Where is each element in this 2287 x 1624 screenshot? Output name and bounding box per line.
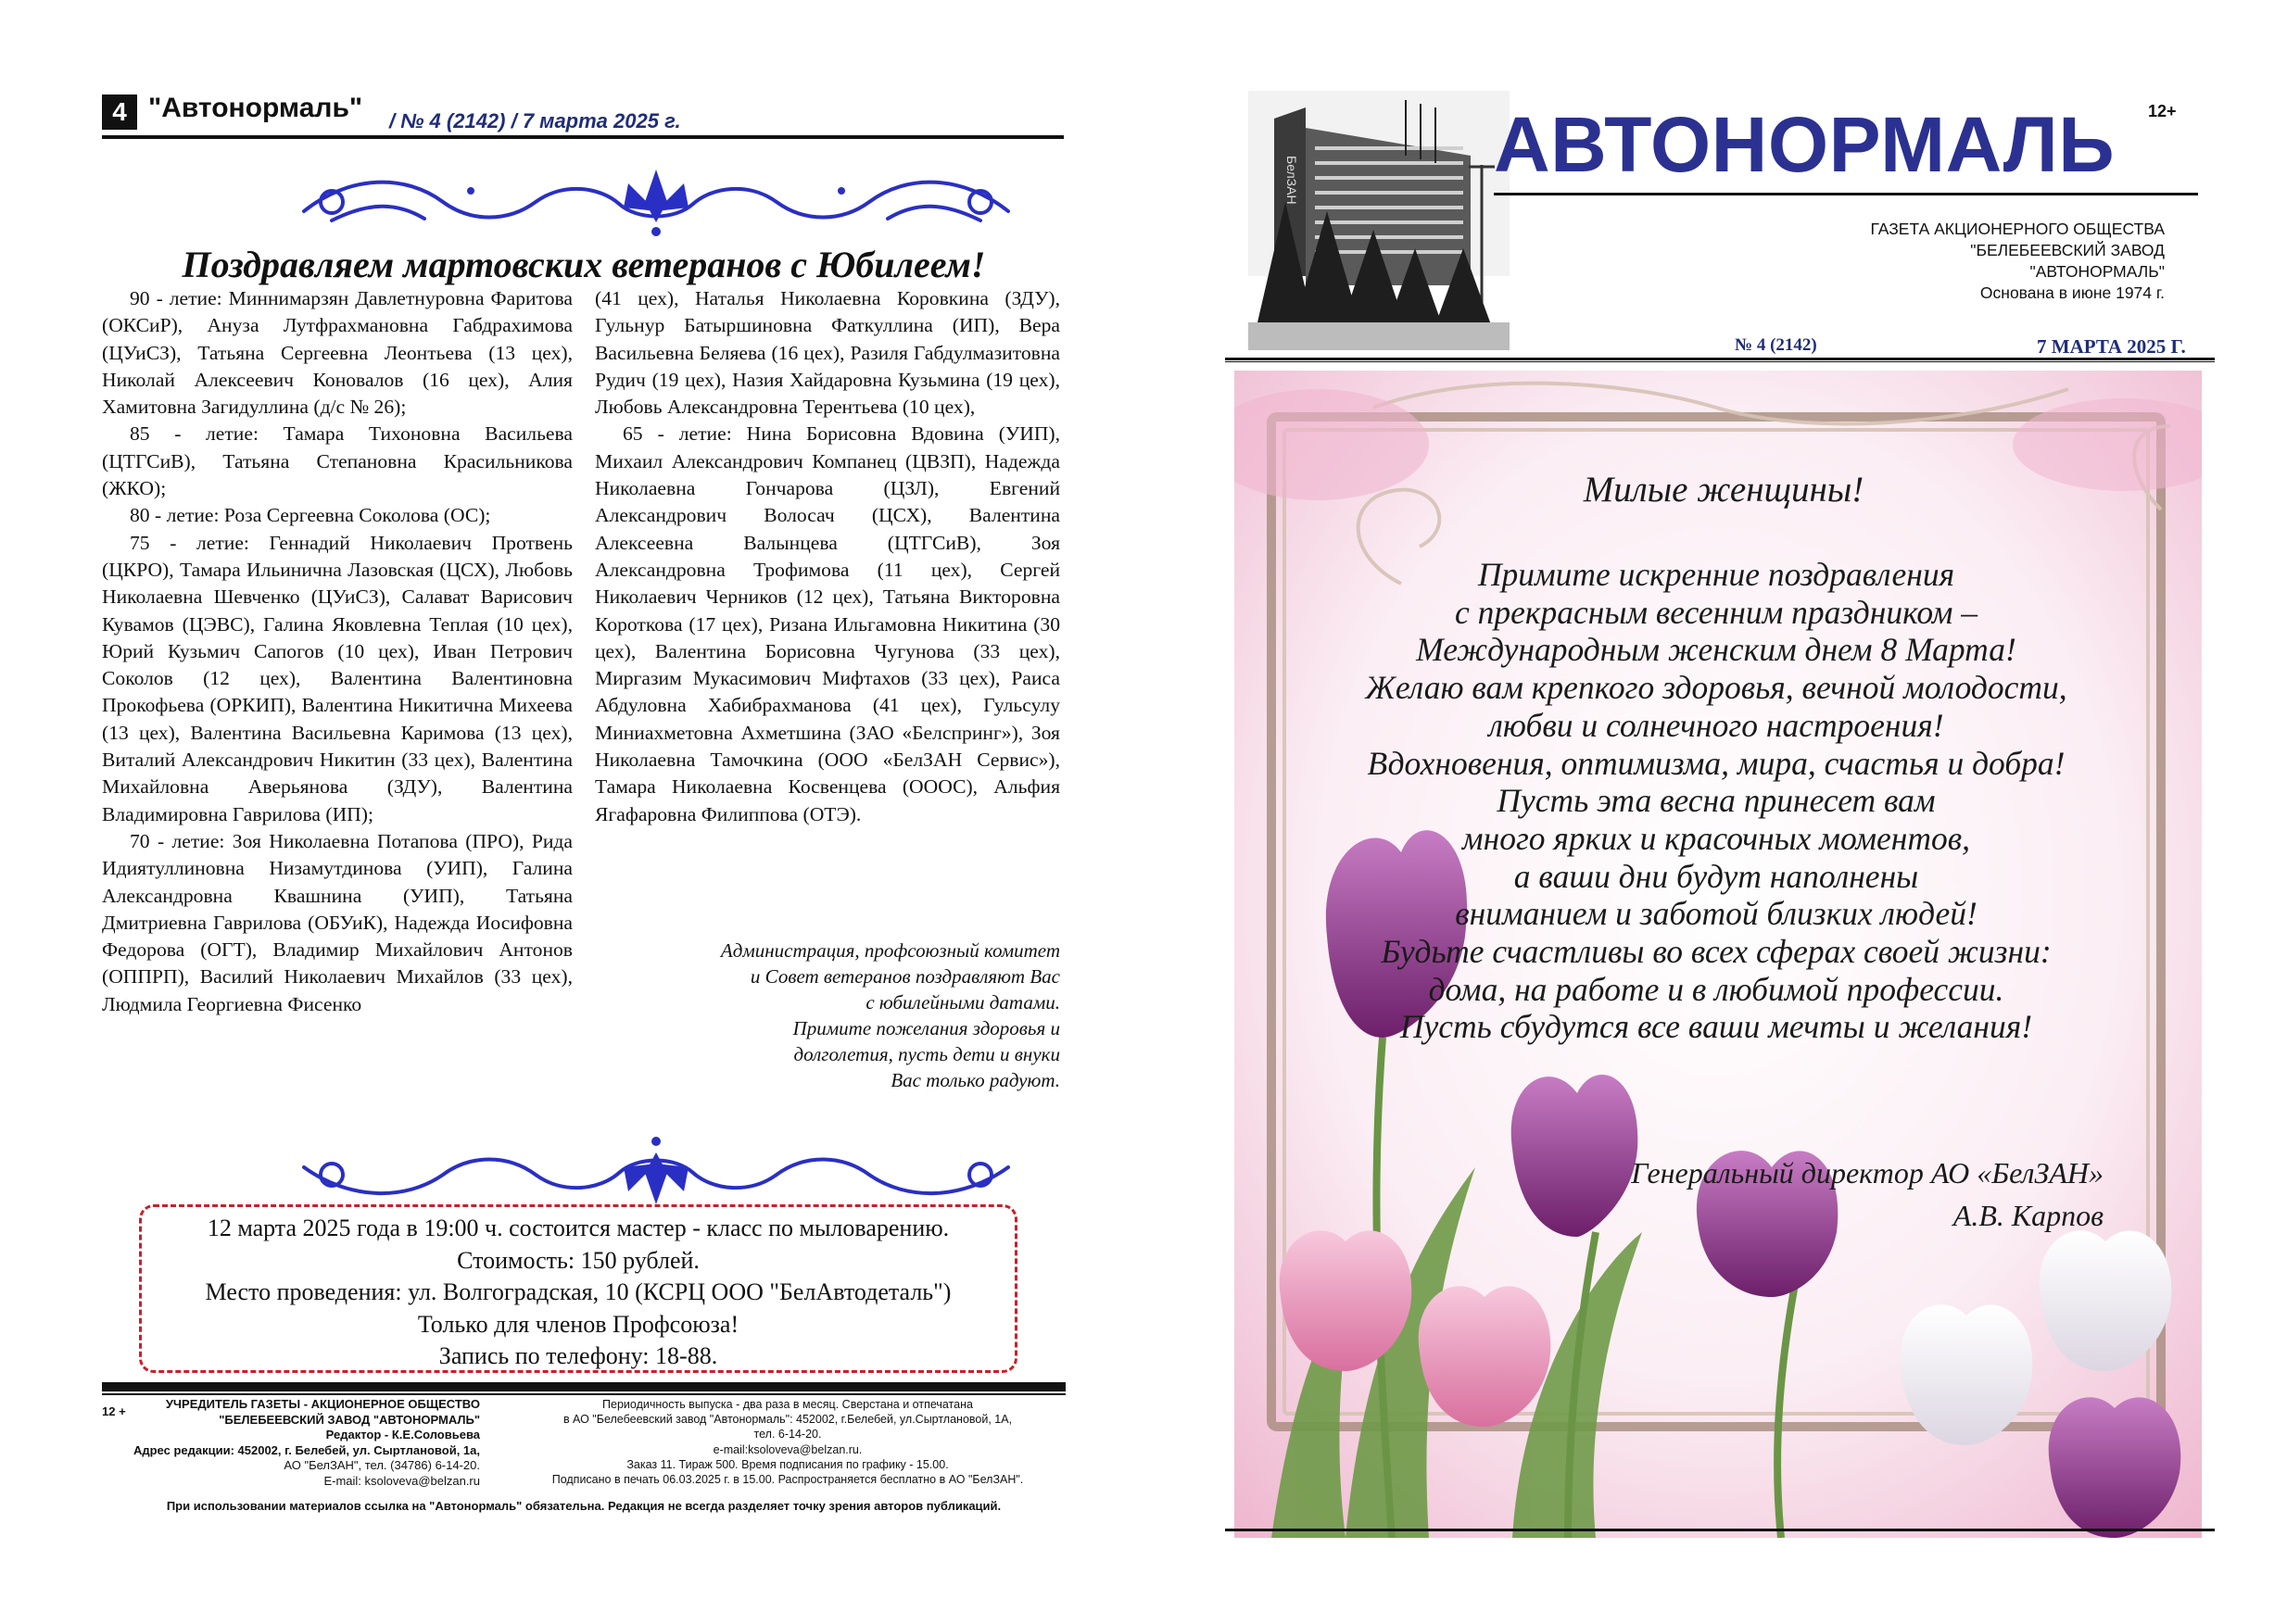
printing-info [528, 1397, 1047, 1487]
jubilee-column-1 [102, 285, 573, 1018]
printing-line: Подписано в печать 06.03.2025 г. в 15.00. Распространяется бесплатно в АО "БелЗАН". [551, 1473, 1024, 1487]
printing-line: Периодичность выпуска - два раза в месяц. Сверстана и отпечатана [602, 1398, 973, 1411]
publisher-line: "АВТОНОРМАЛЬ" [2029, 262, 2165, 281]
left-paper-name: "Автонормаль" [148, 93, 363, 123]
jubilee-paragraph: 80 - летие: Роза Сергеевна Соколова (ОС); [130, 504, 491, 527]
jubilee-paragraph: (41 цех), Наталья Николаевна Коровкина (ЗДУ), Гульнур Батыршиновна Фаткуллина (ИП), Вера Васильевна Беляева (16 цех), Разиля Габдулмазитовна Рудич (19 цех), Назия Хайдаровна Кузьмина (19 цех), Любовь Александровна Терентьева (10 цех), [595, 287, 1060, 419]
event-announcement [139, 1204, 1017, 1373]
greeting-body [1346, 556, 2087, 1046]
printing-line: e-mail:ksoloveva@belzan.ru. [713, 1442, 863, 1456]
greeting-line: Примите искренние поздравления [1477, 556, 1955, 593]
page-number: 4 [102, 94, 137, 130]
jubilee-paragraph: 85 - летие: Тамара Тихоновна Васильева (ЦТГСиВ), Татьяна Степановна Красильникова (ЖКО); [102, 422, 573, 500]
publisher-line: "БЕЛЕБЕЕВСКИЙ ЗАВОД [1970, 241, 2165, 259]
issue-number: № 4 (2142) [1735, 335, 1817, 355]
greeting-line: любви и солнечного настроения! [1488, 706, 1944, 744]
masthead-bottom-rule [1225, 358, 2215, 360]
bottom-ornament [295, 1130, 1017, 1208]
jubilee-paragraph: 75 - летие: Геннадий Николаевич Протвень (ЦКРО), Тамара Ильинична Лазовская (ЦСХ), Любовь Николаевна Шевченко (ЦУиСЗ), Салават Варисович Кувамов (ЦЭВС), Галина Яковлевна Теплая (10 цех), Юрий Кузьмич Сапогов (10 цех), Иван Петрович Соколов (12 цех), Валентина Валентиновна Прокофьева (ОРКИП), Валентина Никитична Михеева (13 цех), Валентина Васильевна Каримова (13 цех), Виталий Александрович Никитин (33 цех), Валентина Михайловна Аверьянова (ЗДУ), Валентина Владимировна Гаврилова (ИП); [102, 531, 573, 825]
greeting-line: дома, на работе и в любимой профессии. [1428, 970, 2004, 1008]
publisher-line: ГАЗЕТА АКЦИОНЕРНОГО ОБЩЕСТВА [1870, 220, 2165, 238]
greeting-line: Вдохновения, оптимизма, мира, счастья и добра! [1367, 744, 2066, 782]
greeting-line: много ярких и красочных моментов, [1461, 819, 1971, 857]
event-line: Запись по телефону: 18-88. [438, 1342, 718, 1369]
jubilee-paragraph: 65 - летие: Нина Борисовна Вдовина (УИП), Михаил Александрович Компанец (ЦВЗП), Надежда Николаевна Гончарова (ЦЗЛ), Евгений Александрович Волосач (ЦСХ), Валентина Алексеевна Валынцева (ЦТГСиВ), Зоя Александровна Трофимова (11 цех), Сергей Николаевич Черников (12 цех), Татьяна Викторовна Короткова (17 цех), Ризана Ильгамовна Никитина (30 цех), Валентина Борисовна Чугунова (33 цех), Миргазим Мукасимович Мифтахов (33 цех), Раиса Абдуловна Хабибрахманова (41 цех), Гульсулу Миниахметовна Ахметшина (ЗАО «Белспринг»), Зоя Николаевна Тамочкина (ООО «БелЗАН Сервис»), Тамара Николаевна Косвенцева (ОООС), Альфия Ягафаровна Филиппова (ОТЭ). [595, 422, 1060, 825]
admin-note-line: Вас только радуют. [891, 1069, 1060, 1091]
founder-line: "БЕЛЕБЕЕВСКИЙ ЗАВОД "АВТОНОРМАЛЬ" [219, 1412, 480, 1427]
printing-line: Заказ 11. Тираж 500. Время подписания по графику - 15.00. [626, 1457, 949, 1471]
issue-date: 7 МАРТА 2025 Г. [2037, 335, 2186, 358]
footer-rule [102, 1382, 1066, 1391]
masthead-bottom-rule-thin [1225, 361, 2215, 362]
right-page-bottom-rule [1225, 1529, 2215, 1531]
left-header-rule [102, 135, 1064, 139]
founder-block [120, 1397, 480, 1489]
founded-line: Основана в июне 1974 г. [1979, 283, 2165, 302]
email-line: E-mail: ksoloveva@belzan.ru [323, 1473, 480, 1488]
address-line: АО "БелЗАН", тел. (34786) 6-14-20. [284, 1458, 480, 1472]
factory-photo [1248, 91, 1510, 350]
publisher-info [1761, 219, 2165, 304]
greeting-line: Желаю вам крепкого здоровья, вечной молодости, [1365, 669, 2067, 707]
copyright-note: При использовании материалов ссылка на "Автонормаль" обязательна. Редакция не всегда разделяет точку зрения авторов публикаций. [166, 1499, 1002, 1513]
greeting-title: Милые женщины! [1583, 470, 1864, 510]
masthead-title: АВТОНОРМАЛЬ [1494, 101, 2116, 188]
jubilee-paragraph: 70 - летие: Зоя Николаевна Потапова (ПРО), Рида Идиятуллиновна Низамутдинова (УИП), Галина Александровна Квашнина (УИП), Татьяна Дмитриевна Гаврилова (ОБУиК), Надежда Иосифовна Федорова (ОГТ), Владимир Михайлович Антонов (ОППРП), Василий Николаевич Михайлов (33 цех), Людмила Георгиевна Фисенко [102, 829, 573, 1015]
greeting-line: Будьте счастливы во всех сферах своей жизни: [1381, 933, 2052, 971]
founder-line: УЧРЕДИТЕЛЬ ГАЗЕТЫ - АКЦИОНЕРНОЕ ОБЩЕСТВО [165, 1397, 480, 1411]
top-ornament [295, 165, 1017, 243]
greeting-line: Пусть эта весна принесет вам [1497, 782, 1936, 820]
greeting-line: Пусть сбудутся все ваши мечты и желания! [1399, 1008, 2033, 1046]
masthead-age-rating: 12+ [2148, 102, 2177, 120]
admin-note-line: Примите пожелания здоровья и [792, 1017, 1060, 1039]
editor-line: Редактор - К.Е.Соловьева [325, 1428, 480, 1441]
masthead-rule [1494, 193, 2198, 195]
address-line: Адрес редакции: 452002, г. Белебей, ул. Сыртлановой, 1а, [133, 1442, 480, 1457]
left-issue-line: / № 4 (2142) / 7 марта 2025 г. [389, 109, 681, 132]
admin-note-line: Администрация, профсоюзный комитет [720, 939, 1060, 962]
printing-line: в АО "Белебеевский завод "Автонормаль": 452002, г.Белебей, ул.Сыртлановой, 1А, [562, 1413, 1013, 1427]
event-line: Стоимость: 150 рублей. [457, 1246, 700, 1274]
signature-name: А.В. Карпов [1952, 1199, 2104, 1232]
greeting-line: а ваши дни будут наполнены [1513, 857, 1919, 895]
event-line: 12 марта 2025 года в 19:00 ч. состоится мастер - класс по мыловарению. [207, 1215, 950, 1241]
greeting-line: вниманием и заботой близких людей! [1455, 895, 1977, 933]
admin-note-line: долголетия, пусть дети и внуки [793, 1043, 1060, 1065]
factory-sign: БелЗАН [1284, 156, 1299, 205]
greeting-line: с прекрасным весенним праздником – [1454, 593, 1978, 631]
greeting-line: Международным женским днем 8 Марта! [1416, 631, 2016, 669]
jubilee-paragraph: 90 - летие: Миннимарзян Давлетнуровна Фаритова (ОКСиР), Ануза Лутфрахмановна Габдрахимова (ЦУиСЗ), Татьяна Сергеевна Леонтьева (13 цех), Николай Алексеевич Коновалов (16 цех), Алия Хамитовна Загидуллина (д/с № 26); [102, 287, 573, 419]
event-line: Место проведения: ул. Волгоградская, 10 (КСРЦ ООО "БелАвтодеталь") [205, 1278, 952, 1305]
footer-rule-thin [102, 1393, 1066, 1395]
signature-title: Генеральный директор АО «БелЗАН» [1631, 1156, 2104, 1190]
admin-note-line: с юбилейными датами. [866, 991, 1060, 1013]
admin-note-line: и Совет ветеранов поздравляют Вас [750, 965, 1060, 988]
administration-greeting [595, 938, 1060, 1093]
jubilee-column-2 [595, 285, 1060, 828]
headline: Поздравляем мартовских ветеранов с Юбилеем! [182, 244, 986, 285]
age-rating: 12 + [102, 1404, 126, 1418]
event-line: Только для членов Профсоюза! [417, 1310, 739, 1338]
printing-line: тел. 6-14-20. [753, 1428, 822, 1441]
